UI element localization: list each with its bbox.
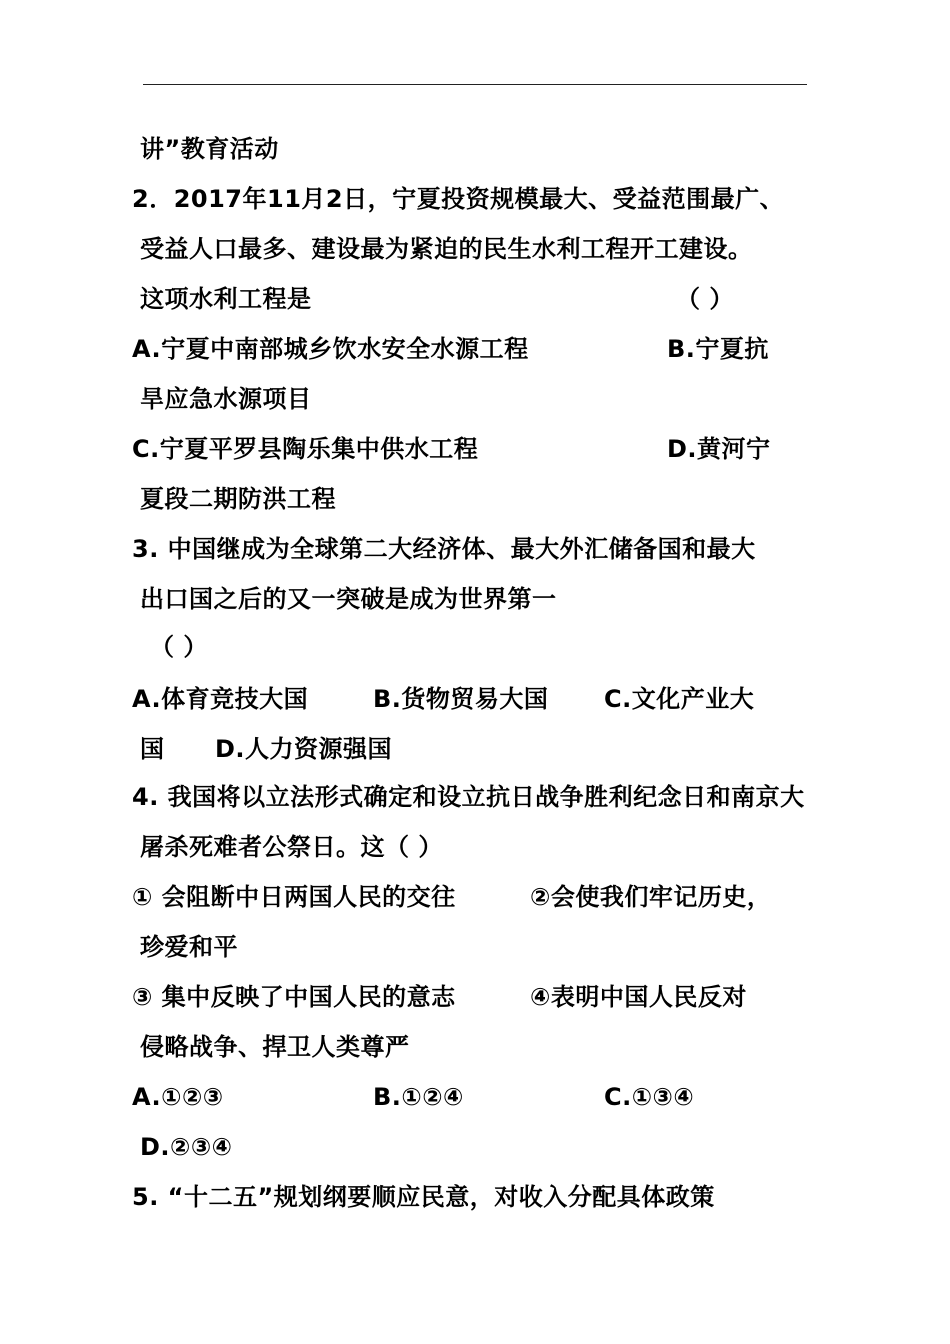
question-3-stem: 3. 中国继成为全球第二大经济体、最大外汇储备国和最大 [132, 535, 756, 563]
option-a: A.宁夏中南部城乡饮水安全水源工程 [132, 335, 529, 363]
option-d: D.②③④ [140, 1133, 233, 1161]
statement-1: ① 会阻断中日两国人民的交往 [132, 883, 456, 911]
option-b: B.①②④ [373, 1083, 464, 1111]
question-4-stem: 4. 我国将以立法形式确定和设立抗日战争胜利纪念日和南京大 [132, 783, 805, 811]
option-b-cont: 旱应急水源项目 [140, 385, 312, 413]
question-2-stem: 2．2017年11月2日，宁夏投资规模最大、受益范围最广、 [132, 185, 785, 213]
statement-4: ④表明中国人民反对 [530, 983, 747, 1011]
question-2-stem-cont: 这项水利工程是 [140, 285, 312, 313]
statement-4-cont: 侵略战争、捍卫人类尊严 [140, 1033, 410, 1061]
option-c: C.①③④ [604, 1083, 695, 1111]
header-rule [143, 84, 807, 85]
question-5-stem: 5. “十二五”规划纲要顺应民意，对收入分配具体政策 [132, 1183, 715, 1211]
text-line: 讲”教育活动 [140, 135, 279, 163]
option-d: D.人力资源强国 [215, 735, 393, 763]
question-3-stem-cont: 出口国之后的又一突破是成为世界第一 [140, 585, 557, 613]
option-c-cont: 国 [140, 735, 165, 763]
statement-2: ②会使我们牢记历史， [530, 883, 772, 911]
option-d: D.黄河宁 [667, 435, 771, 463]
answer-parenthesis: （ ） [676, 285, 734, 313]
option-a: A.①②③ [132, 1083, 224, 1111]
statement-3: ③ 集中反映了中国人民的意志 [132, 983, 456, 1011]
option-d-cont: 夏段二期防洪工程 [140, 485, 336, 513]
answer-parenthesis: （ ） [150, 633, 208, 661]
question-4-stem-cont: 屠杀死难者公祭日。这（ ） [140, 833, 443, 861]
option-c: C.宁夏平罗县陶乐集中供水工程 [132, 435, 479, 463]
option-a: A.体育竞技大国 [132, 685, 309, 713]
option-b: B.货物贸易大国 [373, 685, 549, 713]
option-c: C.文化产业大 [604, 685, 755, 713]
option-b: B.宁夏抗 [667, 335, 769, 363]
statement-2-cont: 珍爱和平 [140, 933, 238, 961]
question-2-stem-cont: 受益人口最多、建设最为紧迫的民生水利工程开工建设。 [140, 235, 753, 263]
